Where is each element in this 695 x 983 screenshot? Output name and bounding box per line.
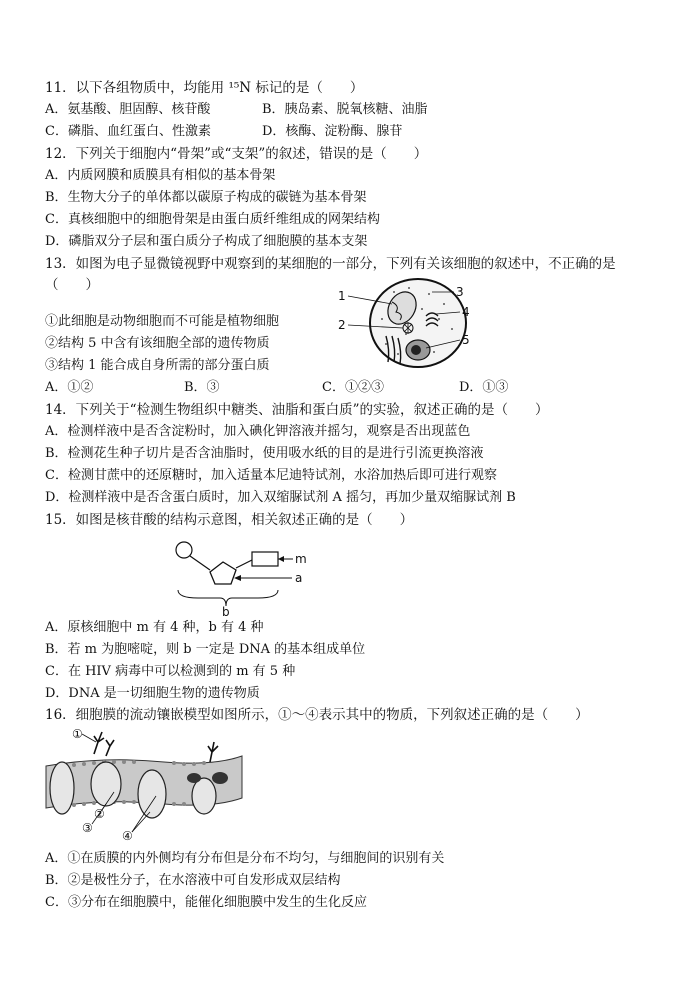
q13-option-b: B．③ <box>184 380 220 395</box>
fluid-mosaic-membrane-figure <box>44 726 244 844</box>
q14-option-a: A．检测样液中是否含淀粉时，加入碘化钾溶液并摇匀，观察是否出现蓝色 <box>45 424 471 439</box>
q14-option-d: D．检测样液中是否含蛋白质时，加入双缩脲试剂 A 摇匀，再加少量双缩脲试剂 B <box>45 490 516 505</box>
nucleotide-structure-figure <box>168 538 318 618</box>
q13-statement-3: ③结构 1 能合成自身所需的部分蛋白质 <box>45 358 270 373</box>
q15-figure-label-m: m <box>295 552 307 566</box>
q15-option-d: D．DNA 是一切细胞生物的遗传物质 <box>45 686 260 701</box>
q13-stem-line2: （ ） <box>45 277 99 293</box>
q15-stem: 15．如图是核苷酸的结构示意图，相关叙述正确的是（ ） <box>45 512 414 528</box>
q13-stem-line1: 13．如图为电子显微镜视野中观察到的某细胞的一部分，下列有关该细胞的叙述中，不正确的是 <box>45 256 616 272</box>
q13-statement-2: ②结构 5 中含有该细胞全部的遗传物质 <box>45 336 270 351</box>
q13-figure-label-2: 2 <box>338 318 346 332</box>
q16-stem: 16．细胞膜的流动镶嵌模型如图所示，①～④表示其中的物质，下列叙述正确的是（ ） <box>45 707 589 723</box>
q13-option-d: D．①③ <box>459 380 509 395</box>
q12-option-c: C．真核细胞中的细胞骨架是由蛋白质纤维组成的网架结构 <box>45 212 380 227</box>
q14-option-b: B．检测花生种子切片是否含油脂时，使用吸水纸的目的是进行引流更换溶液 <box>45 446 484 461</box>
q13-option-a: A．①② <box>45 380 94 395</box>
q13-figure-label-1: 1 <box>338 289 346 303</box>
q15-figure-label-b: b <box>222 605 230 618</box>
q11-stem: 11．以下各组物质中，均能用 ¹⁵N 标记的是（ ） <box>45 80 364 96</box>
q16-figure-label-2: ② <box>94 807 105 821</box>
q11-option-d: D．核酶、淀粉酶、腺苷 <box>262 124 403 139</box>
q12-option-b: B．生物大分子的单体都以碳原子构成的碳链为基本骨架 <box>45 190 367 205</box>
q13-figure-label-5: 5 <box>462 333 470 347</box>
q16-option-a: A．①在质膜的内外侧均有分布但是分布不均匀，与细胞间的识别有关 <box>45 851 445 866</box>
q15-option-c: C．在 HIV 病毒中可以检测到的 m 有 5 种 <box>45 664 296 679</box>
q16-option-b: B．②是极性分子，在水溶液中可自发形成双层结构 <box>45 873 341 888</box>
q16-option-c: C．③分布在细胞膜中，能催化细胞膜中发生的生化反应 <box>45 895 367 910</box>
q11-option-a: A．氨基酸、胆固醇、核苷酸 <box>45 102 211 117</box>
q15-figure-label-a: a <box>295 571 303 585</box>
q12-stem: 12．下列关于细胞内“骨架”或“支架”的叙述，错误的是（ ） <box>45 146 428 162</box>
q13-statement-1: ①此细胞是动物细胞而不可能是植物细胞 <box>45 314 280 329</box>
q12-option-a: A．内质网膜和质膜具有相似的基本骨架 <box>45 168 276 183</box>
q11-option-b: B．胰岛素、脱氧核糖、油脂 <box>262 102 428 117</box>
cell-micrograph-figure <box>334 274 484 374</box>
q14-option-c: C．检测甘蔗中的还原糖时，加入适量本尼迪特试剂，水浴加热后即可进行观察 <box>45 468 497 483</box>
q15-option-b: B．若 m 为胞嘧啶，则 b 一定是 DNA 的基本组成单位 <box>45 642 366 657</box>
q11-option-c: C．磷脂、血红蛋白、性激素 <box>45 124 211 139</box>
q13-figure-label-3: 3 <box>456 285 464 299</box>
q16-figure-label-3: ③ <box>82 821 93 835</box>
q13-figure-label-4: 4 <box>462 305 470 319</box>
q14-stem: 14．下列关于“检测生物组织中糖类、油脂和蛋白质”的实验，叙述正确的是（ ） <box>45 402 549 418</box>
q12-option-d: D．磷脂双分子层和蛋白质分子构成了细胞膜的基本支架 <box>45 234 368 249</box>
q16-figure-label-4: ④ <box>122 829 133 843</box>
q15-option-a: A．原核细胞中 m 有 4 种，b 有 4 种 <box>45 620 264 635</box>
q13-option-c: C．①②③ <box>322 380 384 395</box>
q16-figure-label-1: ① <box>72 727 83 741</box>
